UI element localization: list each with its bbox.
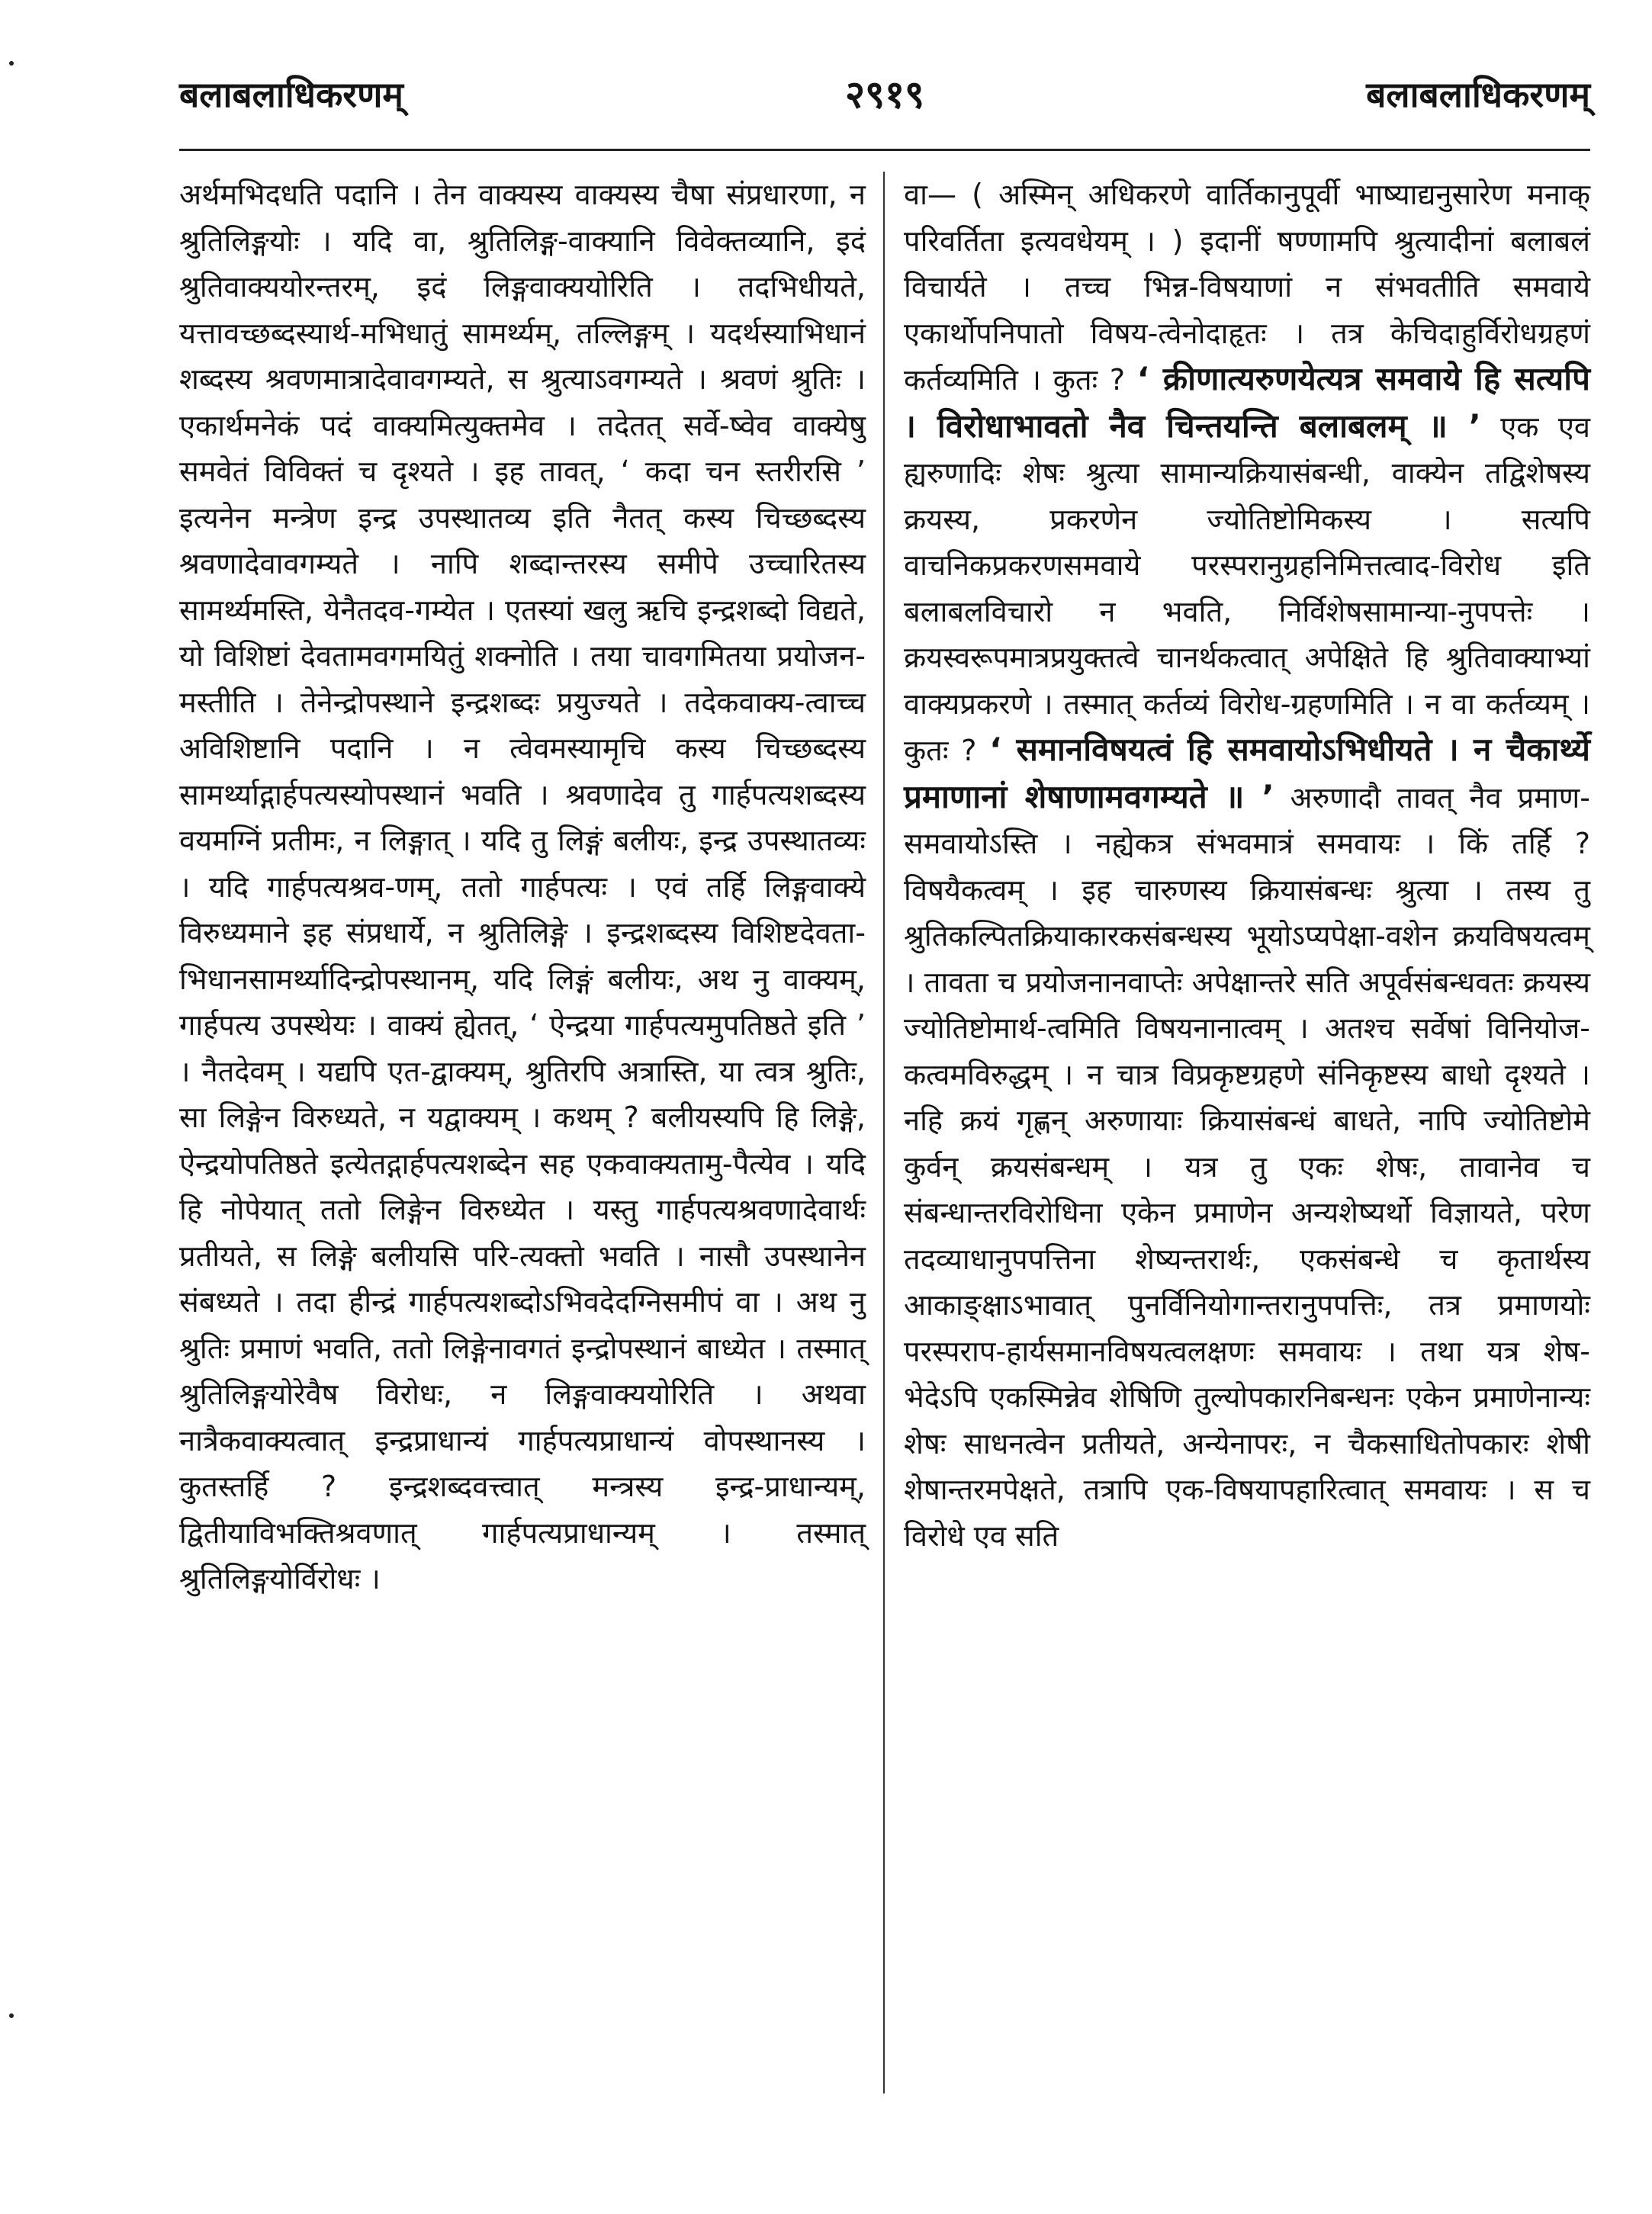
column-divider [883,172,885,2093]
margin-mark [9,2013,14,2018]
margin-mark [9,61,14,66]
right-quote-2: ‘ समानविषयत्वं हि समवायोऽभिधीयते । न चैकार्थ्ये प्रमाणानां शेषाणामवगम्यते ॥ ’ [904,731,1590,815]
left-column [179,172,866,1602]
right-quote-1: ‘ क्रीणात्यरुणयेत्यत्र समवाये हि सत्यपि । विरोधाभावतो नैव चिन्तयन्ति बलाबलम् ॥ ’ [904,360,1590,445]
running-header [179,70,1590,131]
left-column-text: अर्थमभिदधति पदानि । तेन वाक्यस्य वाक्यस्य चैषा संप्रधारणा, न श्रुतिलिङ्गयोः । यदि वा, श्रुतिलिङ्ग-वाक्यानि विवेक्तव्यानि, इदं श्रुतिवाक्ययोरन्तरम्, इदं लिङ्गवाक्ययोरिति । तदभिधीयते, यत्तावच्छब्दस्यार्थ-मभिधातुं सामर्थ्यम्, तल्लिङ्गम् । यदर्थस्याभिधानं शब्दस्य श्रवणमात्रादेवावगम्यते, स श्रुत्याऽवगम्यते । श्रवणं श्रुतिः । एकार्थमनेकं पदं वाक्यमित्युक्तमेव । तदेतत् सर्वे-ष्वेव वाक्येषु समवेतं विविक्तं च दृश्यते । इह तावत्, ‘ कदा चन स्तरीरसि ’ इत्यनेन मन्त्रेण इन्द्र उपस्थातव्य इति नैतत् कस्य चिच्छब्दस्य श्रवणादेवावगम्यते । नापि शब्दान्तरस्य समीपे उच्चारितस्य सामर्थ्यमस्ति, येनैतदव-गम्येत । एतस्यां खलु ऋचि इन्द्रशब्दो विद्यते, यो विशिष्टां देवतामवगमयितुं शक्नोति । तया चावगमितया प्रयोजन-मस्तीति । तेनेन्द्रोपस्थाने इन्द्रशब्दः प्रयुज्यते । तदेकवाक्य-त्वाच्च अविशिष्टानि पदानि । न त्वेवमस्यामृचि कस्य चिच्छब्दस्य सामर्थ्याद्गार्हपत्यस्योपस्थानं भवति । श्रवणादेव तु गार्हपत्यशब्दस्य वयमग्निं प्रतीमः, न लिङ्गात् । यदि तु लिङ्गं बलीयः, इन्द्र उपस्थातव्यः । यदि गार्हपत्यश्रव-णम्, ततो गार्हपत्यः । एवं तर्हि लिङ्गवाक्ये विरुध्यमाने इह संप्रधार्ये, न श्रुतिलिङ्गे । इन्द्रशब्दस्य विशिष्टदेवता-भिधानसामर्थ्यादिन्द्रोपस्थानम्, यदि लिङ्गं बलीयः, अथ नु वाक्यम्, गार्हपत्य उपस्थेयः । वाक्यं ह्येतत्, ‘ ऐन्द्रया गार्हपत्यमुपतिष्ठते इति ’ । नैतदेवम् । यद्यपि एत-द्वाक्यम्, श्रुतिरपि अत्रास्ति, या त्वत्र श्रुतिः, सा लिङ्गेन विरुध्यते, न यद्वाक्यम् । कथम् ? बलीयस्यपि हि लिङ्गे, ऐन्द्रयोपतिष्ठते इत्येतद्गार्हपत्यशब्देन सह एकवाक्यतामु-पैत्येव । यदि हि नोपेयात् ततो लिङ्गेन विरुध्येत । यस्तु गार्हपत्यश्रवणादेवार्थः प्रतीयते, स लिङ्गे बलीयसि परि-त्यक्तो भवति । नासौ उपस्थानेन संबध्यते । तदा हीन्द्रं गार्हपत्यशब्दोऽभिवदेदग्निसमीपं वा । अथ नु श्रुतिः प्रमाणं भवति, ततो लिङ्गेनावगतं इन्द्रोपस्थानं बाध्येत । तस्मात् श्रुतिलिङ्गयोरेवैष विरोधः, न लिङ्गवाक्ययोरिति । अथवा नात्रैकवाक्यत्वात् इन्द्रप्राधान्यं गार्हपत्यप्राधान्यं वोपस्थानस्य । कुतस्तर्हि ? इन्द्रशब्दवत्त्वात् मन्त्रस्य इन्द्र-प्राधान्यम्, द्वितीयाविभक्तिश्रवणात् गार्हपत्यप्राधान्यम् । तस्मात् श्रुतिलिङ्गयोर्विरोधः । [179,178,866,1595]
right-text-3: अरुणादौ तावत् नैव प्रमाण-समवायोऽस्ति । नह्येकत्र संभवमात्रं समवायः । किं तर्हि ? विषयैकत्वम् । इह चारुणस्य क्रियासंबन्धः श्रुत्या । तस्य तु श्रुतिकल्पितक्रियाकारकसंबन्धस्य भूयोऽप्यपेक्षा-वशेन क्रयविषयत्वम् । तावता च प्रयोजनानवाप्तेः अपेक्षान्तरे सति अपूर्वसंबन्धवतः क्रयस्य ज्योतिष्टोमार्थ-त्वमिति विषयनानात्वम् । अतश्च सर्वेषां विनियोज-कत्वमविरुद्धम् । न चात्र विप्रकृष्टग्रहणे संनिकृष्टस्य बाधो दृश्यते । नहि क्रयं गृह्णन् अरुणायाः क्रियासंबन्धं बाधते, नापि ज्योतिष्टोमे कुर्वन् क्रयसंबन्धम् । यत्र तु एकः शेषः, तावानेव च संबन्धान्तरविरोधिना एकेन प्रमाणेन अन्यशेष्यर्थो विज्ञायते, परेण तदव्याधानुपपत्तिना शेष्यन्तरार्थः, एकसंबन्धे च कृतार्थस्य आकाङ्क्षाऽभावात् पुनर्विनियोगान्तरानुपपत्तिः, तत्र प्रमाणयोः परस्पराप-हार्यसमानविषयत्वलक्षणः समवायः । तथा यत्र शेष-भेदेऽपि एकस्मिन्नेव शेषिणि तुल्योपकारनिबन्धनः एकेन प्रमाणेनान्यः शेषः साधनत्वेन प्रतीयते, अन्येनापरः, न चैकसाधितोपकारः शेषी शेषान्तरमपेक्षते, तत्रापि एक-विषयापहारित्वात् समवायः । स च विरोधे एव सति [904,780,1590,1553]
page-number: २९१९ [845,72,924,117]
right-text-2: एक एव ह्यरुणादिः शेषः श्रुत्या सामान्यक्रियासंबन्धी, वाक्येन तद्विशेषस्य क्रयस्य, प्रकरणेन ज्योतिष्टोमिकस्य । सत्यपि वाचनिकप्रकरणसमवाये परस्परानुग्रहनिमित्तत्वाद-विरोध इति बलाबलविचारो न भवति, निर्विशेषसामान्या-नुपपत्तेः । क्रयस्वरूपमात्रप्रयुक्तत्वे चानर्थकत्वात् अपेक्षिते हि श्रुतिवाक्याभ्यां वाक्यप्रकरणे । तस्मात् कर्तव्यं विरोध-ग्रहणमिति । न वा कर्तव्यम् । कुतः ? [904,410,1590,767]
right-text-1: वा— ( अस्मिन् अधिकरणे वार्तिकानुपूर्वी भाष्याद्यनुसारेण मनाक् परिवर्तिता इत्यवधेयम् । ) इदानीं षण्णामपि श्रुत्यादीनां बलाबलं विचार्यते । तच्च भिन्न-विषयाणां न संभवतीति समवाये एकार्थोपनिपातो विषय-त्वेनोदाहृतः । तत्र केचिदाहुर्विरोधग्रहणं कर्तव्यमिति । कुतः ? [904,178,1590,397]
header-rule [179,149,1590,151]
header-right-title: बलाबलाधिकरणम् [1366,74,1590,115]
right-column [904,172,1590,1559]
header-left-title: बलाबलाधिकरणम् [179,74,403,115]
